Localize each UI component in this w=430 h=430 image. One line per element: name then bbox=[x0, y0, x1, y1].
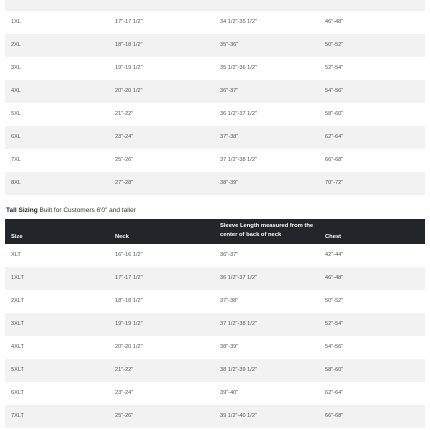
tall-sizing-subtitle: Built for Customers 6'0" and taller bbox=[39, 207, 136, 214]
sleeve-cell: 39 1/2"-40 1/2" bbox=[220, 413, 257, 419]
header-neck: Neck bbox=[115, 234, 129, 240]
sleeve-cell: 38"-39" bbox=[220, 344, 239, 350]
neck-cell: 25"-26" bbox=[115, 413, 134, 419]
neck-cell: 25"-26" bbox=[115, 157, 134, 163]
chest-cell: 70"-72" bbox=[325, 180, 344, 186]
table-row bbox=[5, 172, 425, 195]
sleeve-cell: 34 1/2"-35 1/2" bbox=[220, 19, 257, 25]
chest-cell: 54"-56" bbox=[325, 344, 344, 350]
table-row bbox=[5, 80, 425, 103]
chest-cell: 42"-44" bbox=[325, 252, 344, 258]
neck-cell: 17"-17 1/2" bbox=[115, 275, 143, 281]
chest-cell: 62"-64" bbox=[325, 134, 344, 140]
tall-sizing-heading bbox=[6, 205, 136, 217]
neck-cell: 16"-16 1/2" bbox=[115, 252, 143, 258]
chest-cell: 52"-54" bbox=[325, 65, 344, 71]
size-cell: 6XLT bbox=[11, 390, 24, 396]
table-row bbox=[5, 103, 425, 126]
size-cell: 7XL bbox=[11, 157, 21, 163]
neck-cell: 20"-20 1/2" bbox=[115, 88, 143, 94]
chest-cell: 52"-54" bbox=[325, 321, 344, 327]
tall-sizing-title: Tall Sizing bbox=[6, 207, 38, 214]
table-row bbox=[5, 244, 425, 267]
sleeve-cell: 37"-38" bbox=[220, 134, 239, 140]
table-row bbox=[5, 267, 425, 290]
size-cell: 5XLT bbox=[11, 367, 24, 373]
table-row bbox=[5, 149, 425, 172]
sleeve-cell: 36"-37" bbox=[220, 252, 239, 258]
table-row bbox=[5, 336, 425, 359]
size-cell: 2XLT bbox=[11, 298, 24, 304]
sleeve-cell: 37 1/2"-38 1/2" bbox=[220, 157, 257, 163]
neck-cell: 18"-18 1/2" bbox=[115, 298, 143, 304]
size-cell: 6XL bbox=[11, 134, 21, 140]
sleeve-cell: 36"-37" bbox=[220, 88, 239, 94]
neck-cell: 20"-20 1/2" bbox=[115, 344, 143, 350]
chest-cell: 62"-64" bbox=[325, 390, 344, 396]
chest-cell: 58"-60" bbox=[325, 111, 344, 117]
size-cell: 2XL bbox=[11, 42, 21, 48]
neck-cell: 19"-19 1/2" bbox=[115, 321, 143, 327]
chest-cell: 66"-68" bbox=[325, 413, 344, 419]
size-cell: 1XL bbox=[11, 19, 21, 25]
sleeve-cell: 38"-39" bbox=[220, 180, 239, 186]
chest-cell: 54"-56" bbox=[325, 88, 344, 94]
sleeve-cell: 37"-38" bbox=[220, 298, 239, 304]
neck-cell: 21"-22" bbox=[115, 111, 134, 117]
table-row bbox=[5, 0, 425, 11]
size-cell: 4XL bbox=[11, 88, 21, 94]
header-chest: Chest bbox=[325, 234, 342, 240]
table-row bbox=[5, 126, 425, 149]
sleeve-cell: 36 1/2"-37 1/2" bbox=[220, 111, 257, 117]
size-cell: 3XL bbox=[11, 65, 21, 71]
chest-cell: 50"-52" bbox=[325, 42, 344, 48]
sleeve-cell: 39"-40" bbox=[220, 390, 239, 396]
table-row bbox=[5, 405, 425, 428]
table-row bbox=[5, 290, 425, 313]
regular-size-table bbox=[5, 0, 425, 195]
table-row bbox=[5, 359, 425, 382]
sleeve-cell: 36 1/2"-37 1/2" bbox=[220, 275, 257, 281]
chest-cell: 58"-60" bbox=[325, 367, 344, 373]
size-cell: 8XL bbox=[11, 180, 21, 186]
tall-size-table bbox=[5, 219, 425, 428]
table-row bbox=[5, 34, 425, 57]
size-cell: 5XL bbox=[11, 111, 21, 117]
table-row bbox=[5, 57, 425, 80]
size-cell: XLT bbox=[11, 252, 21, 258]
neck-cell: 18"-18 1/2" bbox=[115, 42, 143, 48]
chest-cell: 66"-68" bbox=[325, 157, 344, 163]
neck-cell: 23"-24" bbox=[115, 134, 134, 140]
size-cell: 7XLT bbox=[11, 413, 24, 419]
table-row bbox=[5, 313, 425, 336]
neck-cell: 23"-24" bbox=[115, 390, 134, 396]
neck-cell: 19"-19 1/2" bbox=[115, 65, 143, 71]
sleeve-cell: 35 1/2"-36 1/2" bbox=[220, 65, 257, 71]
chest-cell: 46"-48" bbox=[325, 19, 344, 25]
chest-cell: 46"-48" bbox=[325, 275, 344, 281]
sleeve-cell: 35"-36" bbox=[220, 42, 239, 48]
neck-cell: 27"-28" bbox=[115, 180, 134, 186]
size-cell: 1XLT bbox=[11, 275, 24, 281]
sleeve-cell: 38 1/2"-39 1/2" bbox=[220, 367, 257, 373]
size-cell: 4XLT bbox=[11, 344, 24, 350]
neck-cell: 17"-17 1/2" bbox=[115, 19, 143, 25]
header-size: Size bbox=[11, 234, 23, 240]
table-row bbox=[5, 382, 425, 405]
neck-cell: 21"-22" bbox=[115, 367, 134, 373]
sleeve-cell: 37 1/2"-38 1/2" bbox=[220, 321, 257, 327]
header-sleeve-length: Sleeve Length measured from the center of back of neck bbox=[220, 223, 314, 238]
chest-cell: 50"-52" bbox=[325, 298, 344, 304]
table-header-row bbox=[5, 219, 425, 244]
size-cell: 3XLT bbox=[11, 321, 24, 327]
table-row bbox=[5, 11, 425, 34]
